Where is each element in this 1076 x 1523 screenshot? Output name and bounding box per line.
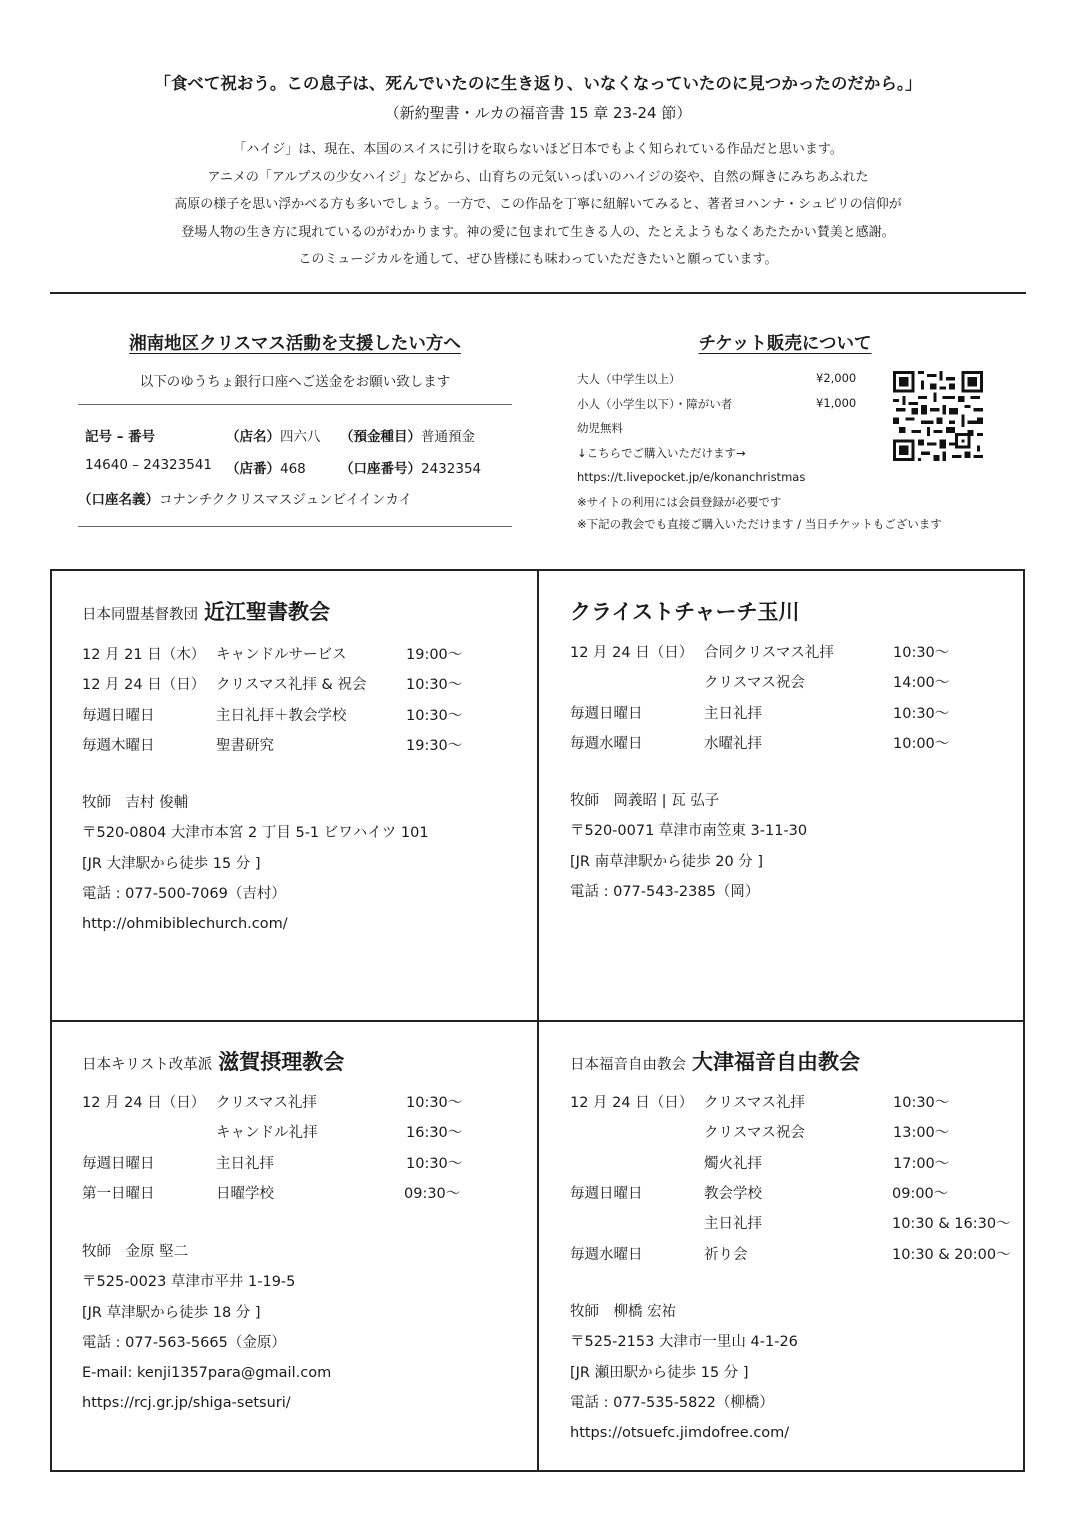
account-holder-value: コナンチククリスマスジュンビイインカイ xyxy=(159,492,412,508)
church-setsuri-header xyxy=(82,1046,344,1076)
schedule-date: 12 月 24 日（日） xyxy=(570,1095,694,1111)
church-name: 大津福音自由教会 xyxy=(692,1050,860,1074)
schedule-time: 10:30〜 xyxy=(406,708,463,724)
account-type-value: 普通預金 xyxy=(421,429,475,445)
account-no-label: （口座番号） xyxy=(340,461,421,477)
church-name: クライストチャーチ玉川 xyxy=(570,600,800,624)
account-type xyxy=(340,425,475,445)
schedule-date: 12 月 21 日（木） xyxy=(82,647,206,663)
schedule-time: 10:30〜 xyxy=(893,645,950,661)
schedule-time: 19:00〜 xyxy=(406,647,463,663)
scripture-reference: （新約聖書・ルカの福音書 15 章 23-24 節） xyxy=(384,104,692,122)
schedule-time: 10:30〜 xyxy=(893,1095,950,1111)
access: [JR 瀬田駅から徒歩 15 分 ] xyxy=(570,1364,749,1381)
account-top-rule xyxy=(78,404,512,405)
ticket-note-1: ※サイトの利用には会員登録が必要です xyxy=(577,495,782,509)
church-name: 近江聖書教会 xyxy=(204,600,330,624)
schedule-event: クリスマス祝会 xyxy=(704,1125,805,1141)
schedule-date: 毎週日曜日 xyxy=(82,708,155,724)
access: [JR 草津駅から徒歩 18 分 ] xyxy=(82,1304,261,1321)
pastor-name: 牧師 岡義昭 | 瓦 弘子 xyxy=(570,793,720,809)
schedule-time: 10:30〜 xyxy=(406,1095,463,1111)
adult-price-label: 大人（中学生以上） xyxy=(577,372,681,386)
schedule-time: 10:30〜 xyxy=(406,1156,463,1172)
schedule-time: 10:30〜 xyxy=(406,677,463,693)
phone: 電話 : 077-535-5822（柳橋） xyxy=(570,1394,774,1411)
pastor-name: 牧師 吉村 俊輔 xyxy=(82,795,189,811)
intro-line: このミュージカルを通して、ぜひ皆様にも味わっていただきたいと願っています。 xyxy=(298,252,778,267)
address: 〒520-0804 大津市本宮 2 丁目 5-1 ビワハイツ 101 xyxy=(82,825,429,842)
church-denomination: 日本福音自由教会 xyxy=(570,1057,686,1073)
church-setsuri-info xyxy=(82,1237,331,1419)
schedule-time: 14:00〜 xyxy=(893,675,950,691)
schedule-event: 主日礼拝＋教会学校 xyxy=(216,708,347,724)
schedule-time: 16:30〜 xyxy=(406,1125,463,1141)
schedule-event: 教会学校 xyxy=(704,1186,762,1202)
section-divider xyxy=(50,292,1026,294)
schedule-event: 聖書研究 xyxy=(216,738,274,754)
schedule-time: 10:00〜 xyxy=(893,736,950,752)
church-denomination: 日本キリスト改革派 xyxy=(82,1057,213,1073)
schedule-event: クリスマス礼拝 xyxy=(216,1095,317,1111)
schedule-time: 13:00〜 xyxy=(893,1125,950,1141)
website-link[interactable]: http://ohmibiblechurch.com/ xyxy=(82,916,288,933)
schedule-date: 12 月 24 日（日） xyxy=(570,645,694,661)
pastor-name: 牧師 金原 堅二 xyxy=(82,1244,189,1260)
scripture-quote: 「食べて祝おう。この息子は、死んでいたのに生き返り、いなくなっていたのに見つかったのだから。」 xyxy=(154,74,922,93)
website-link[interactable]: https://rcj.gr.jp/shiga-setsuri/ xyxy=(82,1395,291,1412)
schedule-event: クリスマス礼拝 & 祝会 xyxy=(216,677,367,693)
intro-paragraph xyxy=(0,136,1076,274)
account-number-value: 14640 – 24323541 xyxy=(85,457,212,473)
branch-name-label: （店名） xyxy=(226,429,280,445)
schedule-date: 毎週日曜日 xyxy=(82,1156,155,1172)
schedule-date: 第一日曜日 xyxy=(82,1186,155,1202)
schedule-time: 10:30 & 16:30〜 xyxy=(892,1216,1011,1232)
schedule-time: 17:00〜 xyxy=(893,1156,950,1172)
email-link[interactable]: E-mail: kenji1357para@gmail.com xyxy=(82,1365,332,1382)
support-title: 湘南地区クリスマス活動を支援したい方へ xyxy=(129,334,461,354)
church-omi-header xyxy=(82,596,330,626)
schedule-event: 祈り会 xyxy=(704,1247,748,1263)
schedule-event: キャンドルサービス xyxy=(216,647,347,663)
schedule-event: 燭火礼拝 xyxy=(704,1156,762,1172)
intro-line: 登場人物の生き方に現れているのがわかります。神の愛に包まれて生きる人の、たとえようもなくあたたかい賛美と感謝。 xyxy=(181,224,895,240)
account-no xyxy=(340,457,481,477)
intro-line: 「ハイジ」は、現在、本国のスイスに引けを取らないほど日本でもよく知られている作品だと思います。 xyxy=(233,142,843,157)
church-denomination: 日本同盟基督教団 xyxy=(82,607,198,623)
support-subtitle: 以下のゆうちょ銀行口座へご送金をお願い致します xyxy=(139,374,451,390)
schedule-time: 09:00〜 xyxy=(892,1186,949,1202)
branch-name-value: 四六八 xyxy=(280,429,321,445)
qr-code-icon[interactable] xyxy=(893,371,983,461)
church-omi-info xyxy=(82,788,429,939)
account-type-label: （預金種目） xyxy=(340,429,421,445)
phone: 電話 : 077-563-5665（金原） xyxy=(82,1334,286,1351)
purchase-text: ↓こちらでご購入いただけます→ xyxy=(577,446,746,460)
account-holder xyxy=(78,488,412,508)
intro-line: アニメの「アルプスの少女ハイジ」などから、山育ちの元気いっぱいのハイジの姿や、自然の輝きにみちあふれた xyxy=(207,169,869,185)
schedule-date: 毎週日曜日 xyxy=(570,706,643,722)
schedule-event: クリスマス礼拝 xyxy=(704,1095,805,1111)
infant-free: 幼児無料 xyxy=(577,421,623,435)
child-price-label: 小人（小学生以下）・障がい者 xyxy=(577,397,733,411)
address: 〒525-0023 草津市平井 1-19-5 xyxy=(82,1274,296,1291)
account-branch-no xyxy=(226,457,306,477)
account-bottom-rule xyxy=(78,526,512,527)
child-price: ¥1,000 xyxy=(816,396,857,410)
church-tamagawa-info xyxy=(570,786,807,907)
account-holder-label: （口座名義） xyxy=(78,492,159,508)
schedule-date: 12 月 24 日（日） xyxy=(82,1095,206,1111)
church-name: 滋賀摂理教会 xyxy=(218,1050,345,1074)
schedule-date: 毎週日曜日 xyxy=(570,1186,643,1202)
church-otsu-header xyxy=(570,1046,860,1076)
address: 〒520-0071 草津市南笠東 3-11-30 xyxy=(570,823,808,840)
phone: 電話 : 077-543-2385（岡） xyxy=(570,883,760,900)
schedule-event: 主日礼拝 xyxy=(704,1216,762,1232)
phone: 電話 : 077-500-7069（吉村） xyxy=(82,885,286,902)
ticket-note-2: ※下記の教会でも直接ご購入いただけます / 当日チケットもございます xyxy=(577,517,942,531)
schedule-event: 日曜学校 xyxy=(216,1186,274,1202)
schedule-time: 19:30〜 xyxy=(406,738,463,754)
access: [JR 南草津駅から徒歩 20 分 ] xyxy=(570,853,764,870)
account-row-1 xyxy=(85,425,155,445)
ticket-url[interactable]: https://t.livepocket.jp/e/konanchristmas xyxy=(577,470,806,484)
schedule-date: 毎週水曜日 xyxy=(570,736,643,752)
intro-line: 高原の様子を思い浮かべる方も多いでしょう。一方で、この作品を丁寧に紐解いてみると、著者ヨハンナ・シュピリの信仰が xyxy=(174,197,902,212)
church-otsu-info xyxy=(570,1297,798,1448)
schedule-event: 主日礼拝 xyxy=(704,706,762,722)
grid-horizontal-divider xyxy=(50,1020,1025,1022)
account-branch-name xyxy=(226,425,321,445)
schedule-event: 合同クリスマス礼拝 xyxy=(704,645,834,661)
schedule-time: 10:30 & 20:00〜 xyxy=(892,1247,1011,1263)
schedule-event: クリスマス祝会 xyxy=(704,675,805,691)
schedule-event: 水曜礼拝 xyxy=(704,736,762,752)
adult-price: ¥2,000 xyxy=(816,371,857,385)
schedule-date: 毎週木曜日 xyxy=(82,738,155,754)
address: 〒525-2153 大津市一里山 4-1-26 xyxy=(570,1334,798,1351)
schedule-event: キャンドル礼拝 xyxy=(216,1125,318,1141)
website-link[interactable]: https://otsuefc.jimdofree.com/ xyxy=(570,1425,790,1442)
schedule-event: 主日礼拝 xyxy=(216,1156,274,1172)
schedule-time: 10:30〜 xyxy=(893,706,950,722)
pastor-name: 牧師 柳橋 宏祐 xyxy=(570,1304,677,1320)
account-symbol-label: 記号 – 番号 xyxy=(85,429,156,445)
access: [JR 大津駅から徒歩 15 分 ] xyxy=(82,855,261,872)
schedule-date: 12 月 24 日（日） xyxy=(82,677,206,693)
branch-no-value: 468 xyxy=(280,461,306,477)
branch-no-label: （店番） xyxy=(226,461,280,477)
church-tamagawa-header xyxy=(570,596,800,626)
schedule-date: 毎週水曜日 xyxy=(570,1247,643,1263)
schedule-time: 09:30〜 xyxy=(404,1186,461,1202)
account-no-value: 2432354 xyxy=(421,461,482,477)
ticket-title: チケット販売について xyxy=(698,334,872,354)
